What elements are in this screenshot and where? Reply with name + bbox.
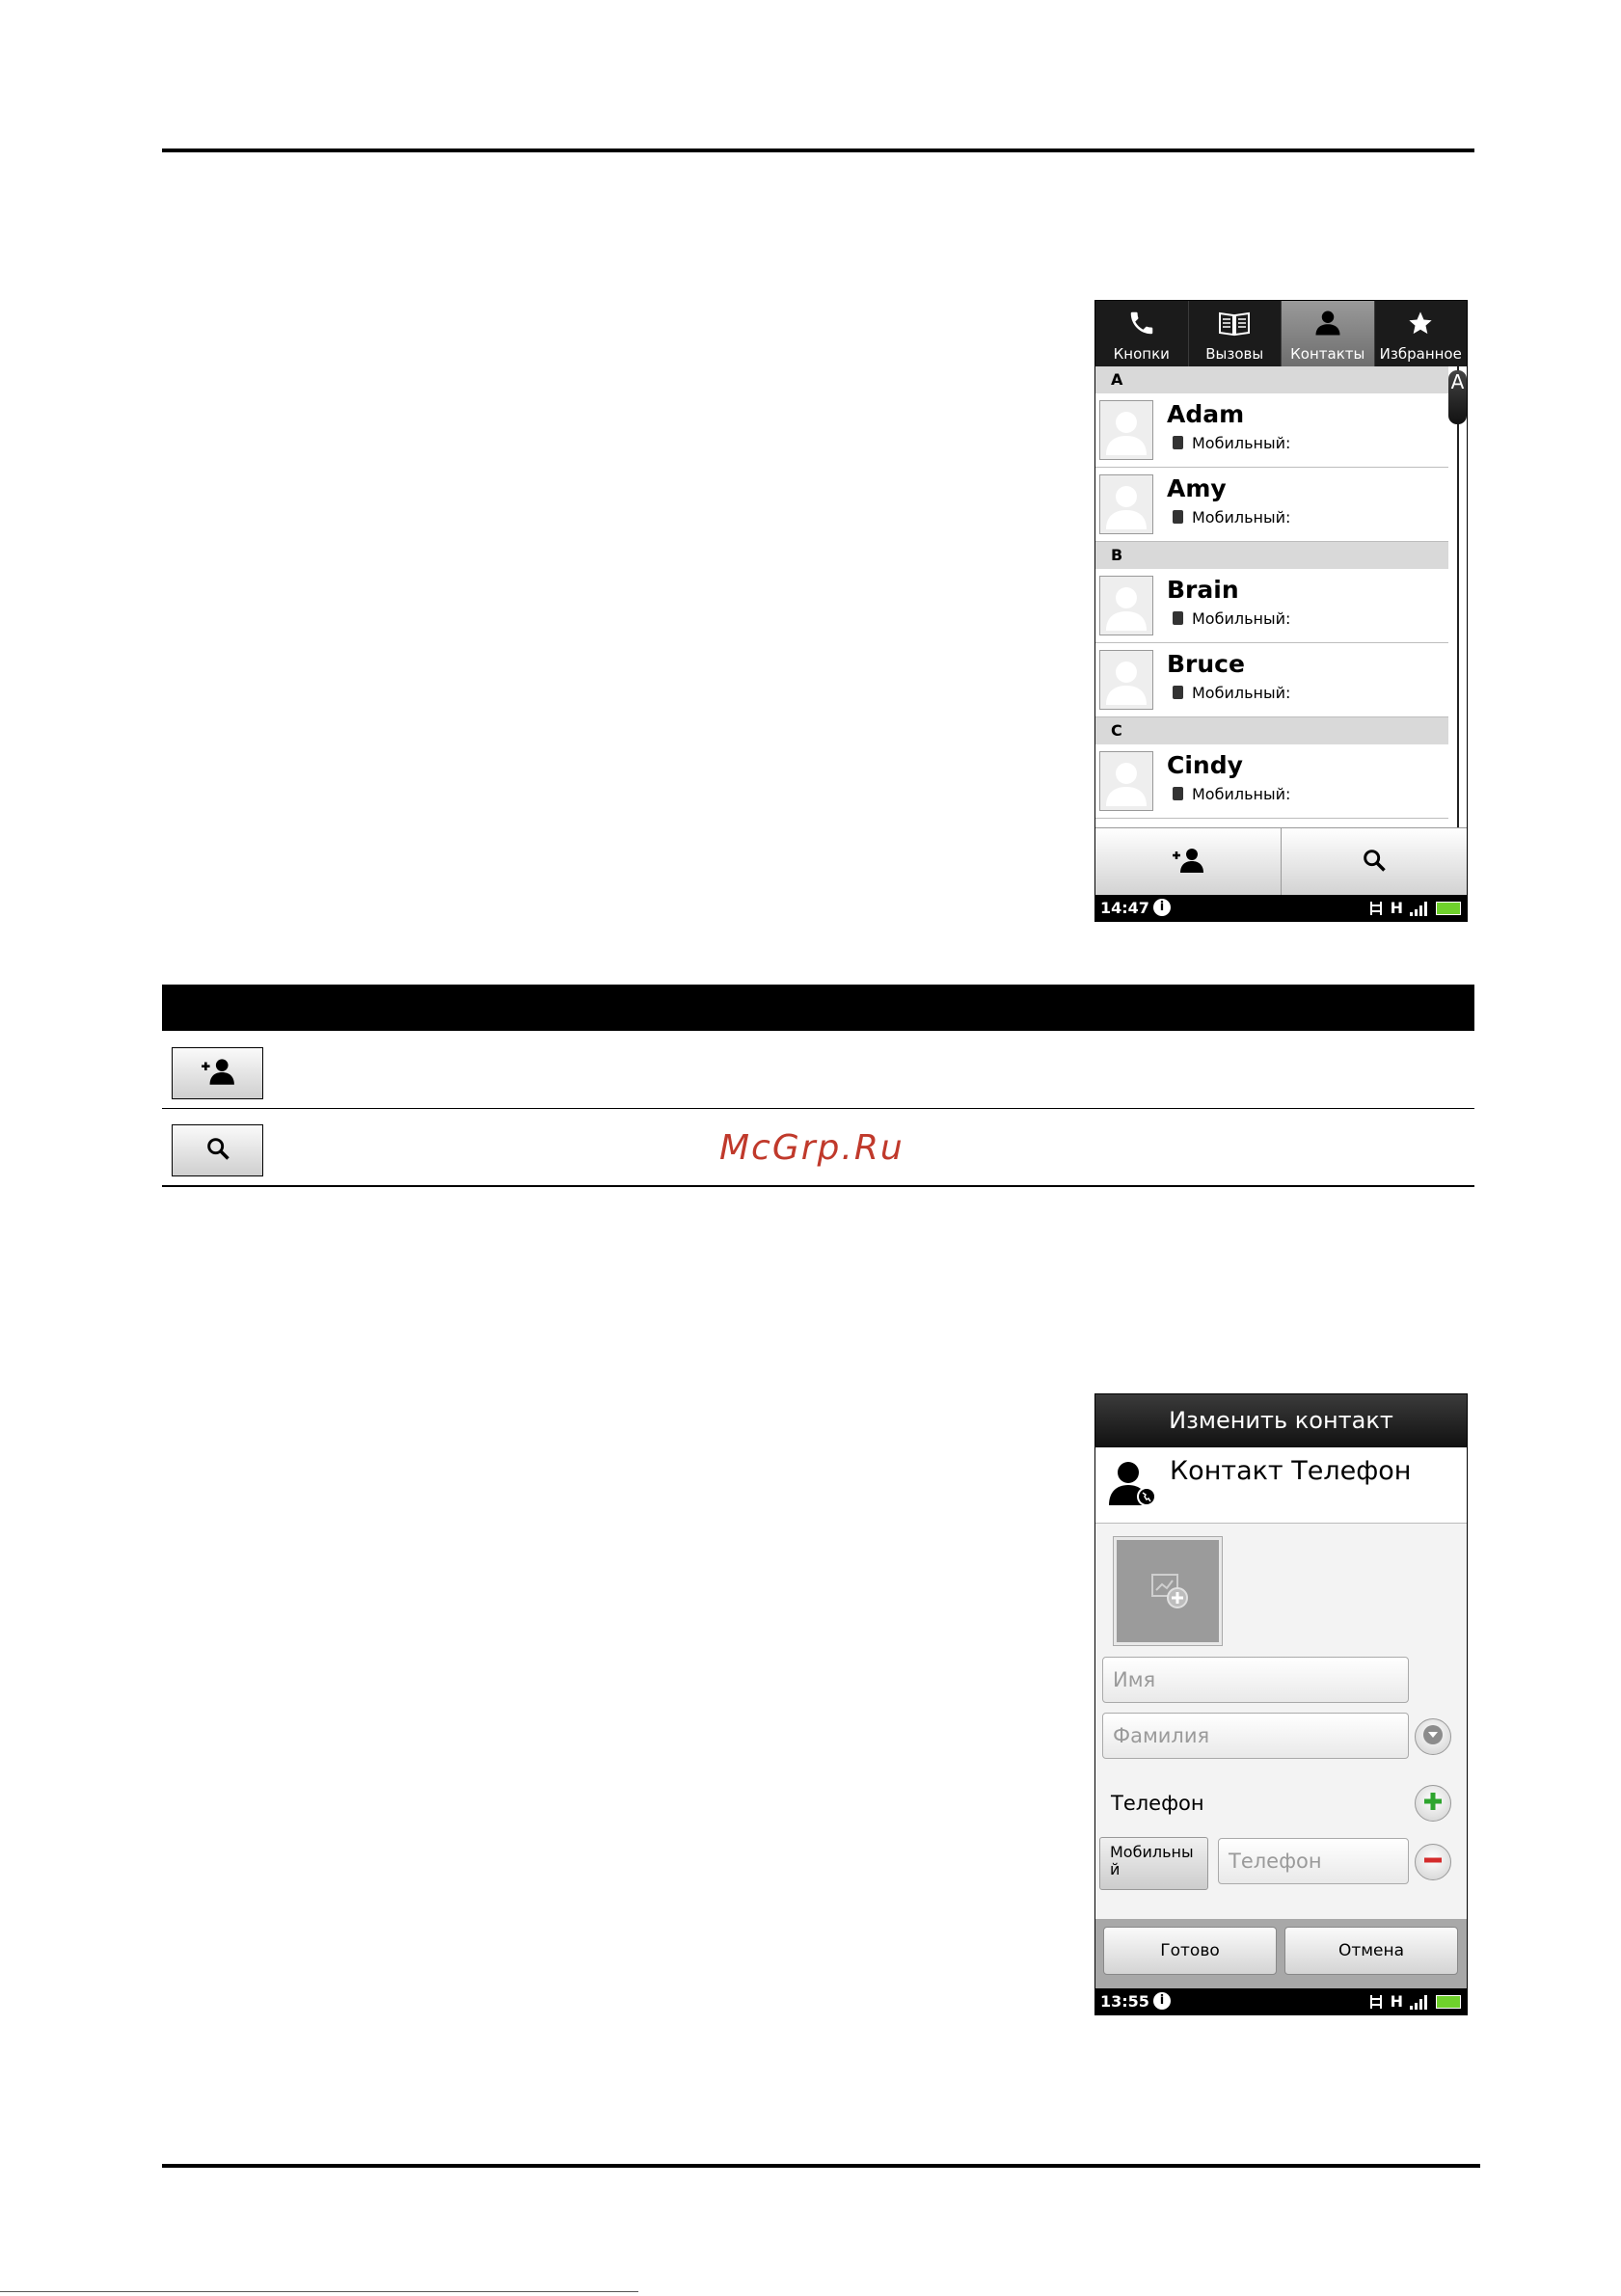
bottom-rule bbox=[162, 2164, 1480, 2168]
avatar bbox=[1099, 474, 1153, 534]
edit-contact-screenshot bbox=[1094, 1393, 1468, 2015]
scroll-track bbox=[1457, 366, 1459, 827]
add-contact-icon bbox=[200, 1057, 236, 1090]
top-rule bbox=[162, 149, 1474, 152]
sync-icon bbox=[1367, 1993, 1385, 2011]
contact-name: Cindy bbox=[1167, 751, 1243, 779]
contact-type: Мобильный: bbox=[1192, 434, 1291, 452]
contact-name: Amy bbox=[1167, 474, 1227, 502]
contact-list bbox=[1095, 366, 1448, 827]
phone-section-label: Телефон bbox=[1111, 1792, 1204, 1815]
phone-icon bbox=[1095, 307, 1188, 339]
status-bar bbox=[1095, 1988, 1467, 2014]
account-row bbox=[1095, 1447, 1467, 1524]
tab-label: Контакты bbox=[1290, 345, 1365, 363]
add-photo-icon bbox=[1150, 1571, 1191, 1615]
contact-name: Bruce bbox=[1167, 650, 1245, 678]
page-edge-line bbox=[0, 2291, 638, 2292]
add-contact-button[interactable] bbox=[1095, 828, 1282, 896]
scroll-letter: A bbox=[1450, 370, 1465, 393]
search-icon bbox=[204, 1135, 231, 1166]
add-contact-icon bbox=[1171, 847, 1205, 878]
phone-type-button[interactable] bbox=[1099, 1837, 1208, 1890]
table-divider bbox=[162, 1108, 1474, 1109]
scroll-thumb[interactable] bbox=[1448, 370, 1467, 424]
contact-type: Мобильный: bbox=[1192, 785, 1291, 803]
contact-account-label: Контакт Телефон bbox=[1170, 1456, 1412, 1486]
mobile-icon bbox=[1173, 686, 1183, 699]
tab-label: Кнопки bbox=[1113, 345, 1170, 363]
contact-name: Brain bbox=[1167, 576, 1239, 604]
table-bottom-rule bbox=[162, 1185, 1474, 1187]
status-time: 14:47 bbox=[1100, 899, 1149, 917]
contact-row[interactable] bbox=[1095, 393, 1448, 468]
tab-bar bbox=[1095, 301, 1467, 366]
tab-dialer[interactable] bbox=[1095, 301, 1189, 366]
avatar bbox=[1099, 576, 1153, 635]
add-phone-button[interactable] bbox=[1415, 1785, 1451, 1822]
status-icons bbox=[1367, 899, 1461, 917]
search-icon bbox=[1361, 847, 1388, 878]
section-header: A bbox=[1095, 366, 1448, 393]
mobile-icon bbox=[1173, 510, 1183, 524]
signal-icon bbox=[1409, 901, 1430, 916]
contact-type: Мобильный: bbox=[1192, 609, 1291, 628]
cancel-button[interactable]: Отмена bbox=[1284, 1927, 1458, 1975]
network-type: H bbox=[1390, 1992, 1403, 2011]
avatar bbox=[1099, 400, 1153, 460]
remove-phone-button[interactable] bbox=[1415, 1844, 1451, 1880]
contact-row[interactable] bbox=[1095, 744, 1448, 819]
tab-contacts[interactable] bbox=[1282, 301, 1375, 366]
done-button[interactable]: Готово bbox=[1103, 1927, 1277, 1975]
mobile-icon bbox=[1173, 436, 1183, 449]
contacts-screenshot bbox=[1094, 300, 1468, 922]
sync-icon bbox=[1367, 900, 1385, 917]
status-icons bbox=[1367, 1992, 1461, 2011]
tab-label: Вызовы bbox=[1205, 345, 1264, 363]
fast-scrollbar[interactable] bbox=[1448, 366, 1467, 827]
search-button-sample bbox=[172, 1124, 263, 1176]
battery-icon bbox=[1436, 1995, 1461, 2009]
last-name-field[interactable]: Фамилия bbox=[1102, 1713, 1409, 1759]
info-icon: i bbox=[1153, 1992, 1171, 2010]
contact-type: Мобильный: bbox=[1192, 508, 1291, 527]
search-button[interactable] bbox=[1282, 828, 1467, 896]
section-header: B bbox=[1095, 542, 1448, 569]
avatar bbox=[1099, 650, 1153, 710]
tab-favorites[interactable] bbox=[1375, 301, 1468, 366]
book-icon bbox=[1189, 307, 1282, 339]
chevron-down-icon bbox=[1422, 1724, 1444, 1749]
phone-field[interactable]: Телефон bbox=[1218, 1838, 1409, 1884]
tab-label: Избранное bbox=[1379, 345, 1462, 363]
screen-title: Изменить контакт bbox=[1095, 1394, 1467, 1447]
contact-phone-icon bbox=[1105, 1459, 1159, 1513]
first-name-field[interactable]: Имя bbox=[1102, 1657, 1409, 1703]
network-type: H bbox=[1390, 899, 1403, 917]
add-contact-button-sample bbox=[172, 1047, 263, 1099]
signal-icon bbox=[1409, 1994, 1430, 2010]
expand-name-button[interactable] bbox=[1415, 1718, 1451, 1755]
phone-type-label: Мобильны й bbox=[1110, 1843, 1194, 1878]
tab-calls[interactable] bbox=[1189, 301, 1283, 366]
star-icon bbox=[1375, 307, 1468, 339]
button-bar bbox=[1095, 1919, 1467, 1988]
table-header bbox=[162, 985, 1474, 1031]
contact-type: Мобильный: bbox=[1192, 684, 1291, 702]
battery-icon bbox=[1436, 902, 1461, 915]
action-bar bbox=[1095, 827, 1467, 896]
info-icon: i bbox=[1153, 899, 1171, 916]
photo-picker[interactable] bbox=[1114, 1537, 1222, 1645]
plus-icon bbox=[1421, 1790, 1445, 1817]
status-time: 13:55 bbox=[1100, 1992, 1149, 2011]
minus-icon bbox=[1421, 1849, 1445, 1876]
watermark: McGrp.Ru bbox=[719, 1128, 905, 1168]
section-header: C bbox=[1095, 717, 1448, 744]
contact-name: Adam bbox=[1167, 400, 1245, 428]
mobile-icon bbox=[1173, 611, 1183, 625]
contact-row[interactable] bbox=[1095, 643, 1448, 717]
contact-row[interactable] bbox=[1095, 468, 1448, 542]
person-icon bbox=[1282, 307, 1374, 339]
mobile-icon bbox=[1173, 787, 1183, 800]
avatar bbox=[1099, 751, 1153, 811]
contact-row[interactable] bbox=[1095, 569, 1448, 643]
status-bar bbox=[1095, 895, 1467, 921]
